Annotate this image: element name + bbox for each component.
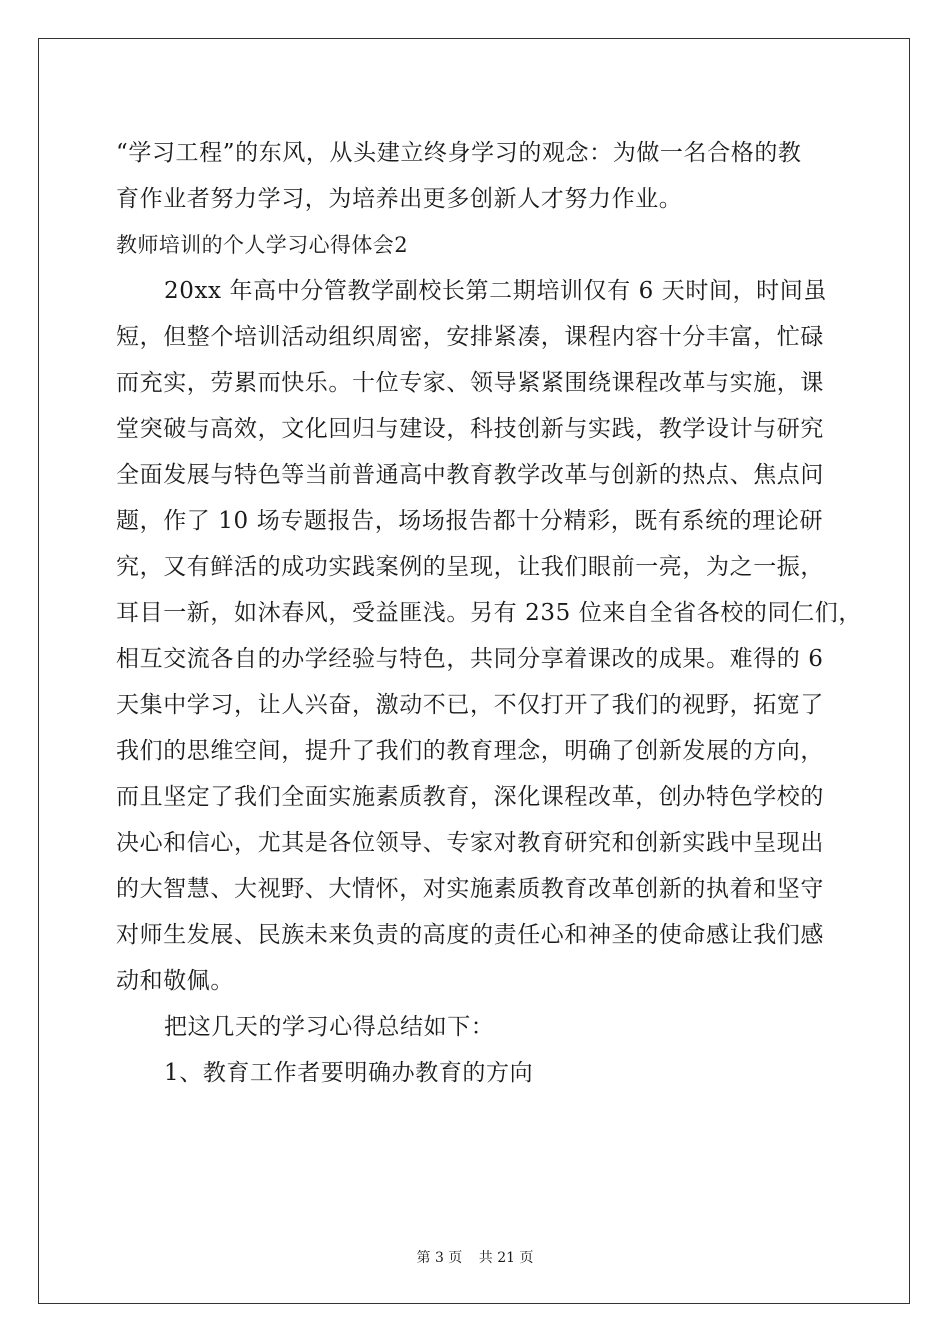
page-footer [0,1247,950,1267]
paragraph-line: 短，但整个培训活动组织周密，安排紧凑，课程内容十分丰富，忙碌 [116,324,824,350]
paragraph-line: 全面发展与特色等当前普通高中教育教学改革与创新的热点、焦点问 [116,462,824,488]
paragraph-line: 相互交流各自的办学经验与特色，共同分享着课改的成果。难得的 6 [116,646,824,672]
document-body [116,130,862,1096]
paragraph-line: 的大智慧、大视野、大情怀，对实施素质教育改革创新的执着和坚守 [116,876,824,902]
paragraph-line: 耳目一新，如沐春风，受益匪浅。另有 235 位来自全省各校的同仁们， [116,600,862,626]
paragraph-line: 堂突破与高效，文化回归与建设，科技创新与实践，教学设计与研究 [116,416,824,442]
point-heading: 1、教育工作者要明确办教育的方向 [164,1060,534,1086]
paragraph-line: 究，又有鲜活的成功实践案例的呈现，让我们眼前一亮，为之一振， [116,554,824,580]
paragraph-line: 20xx 年高中分管教学副校长第二期培训仅有 6 天时间，时间虽 [164,278,827,304]
paragraph-line: 天集中学习，让人兴奋，激动不已，不仅打开了我们的视野，拓宽了 [116,692,824,718]
paragraph-line: 而充实，劳累而快乐。十位专家、领导紧紧围绕课程改革与实施，课 [116,370,824,396]
paragraph-line: 而且坚定了我们全面实施素质教育，深化课程改革，创办特色学校的 [116,784,824,810]
paragraph-line: 题，作了 10 场专题报告，场场报告都十分精彩，既有系统的理论研 [116,508,824,534]
paragraph-line: 动和敬佩。 [116,968,234,994]
page-number: 第 3 页 [416,1250,463,1266]
paragraph-line: 对师生发展、民族未来负责的高度的责任心和神圣的使命感让我们感 [116,922,824,948]
intro-line: “学习工程”的东风，从头建立终身学习的观念：为做一名合格的教 [116,140,802,166]
intro-line: 育作业者努力学习，为培养出更多创新人才努力作业。 [116,186,683,212]
summary-line: 把这几天的学习心得总结如下： [164,1014,495,1040]
section-title: 教师培训的个人学习心得体会2 [116,233,408,257]
paragraph-line: 决心和信心，尤其是各位领导、专家对教育研究和创新实践中呈现出 [116,830,824,856]
page-total: 共 21 页 [478,1250,534,1266]
paragraph-line: 我们的思维空间，提升了我们的教育理念，明确了创新发展的方向， [116,738,824,764]
